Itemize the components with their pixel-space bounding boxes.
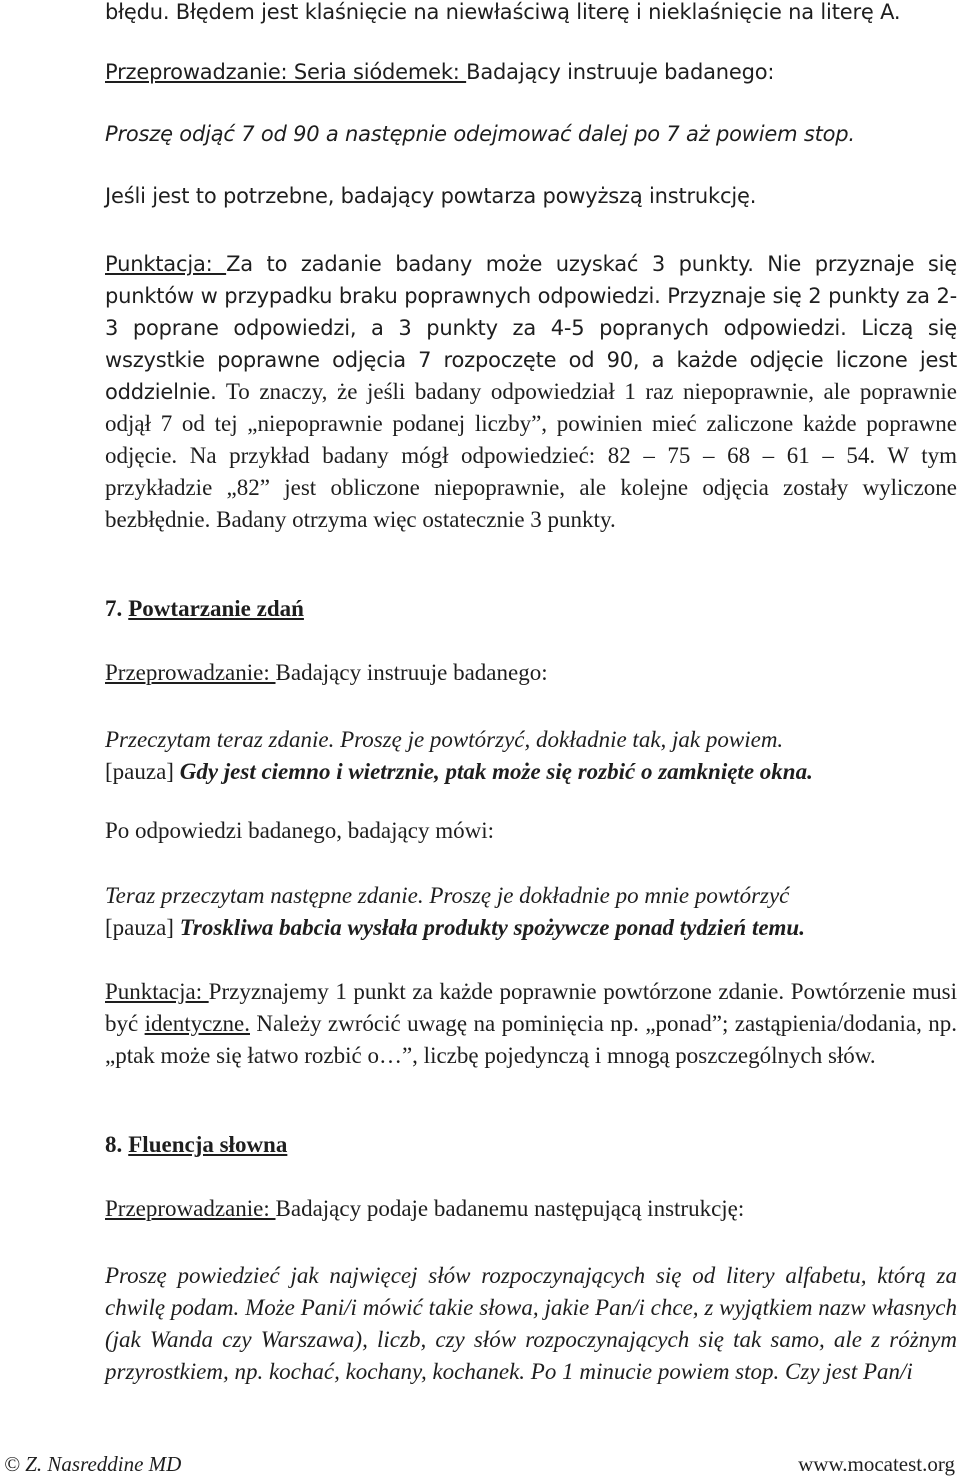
after-response (105, 818, 957, 844)
copyright: © Z. Nasreddine MD (4, 1452, 182, 1476)
sentence-2: Troskliwa babcia wysłała produkty spożywcze ponad tydzień temu. (179, 915, 805, 940)
procedure-text: Badający podaje badanemu następującą instrukcję: (275, 1196, 745, 1221)
section-8-heading (105, 1132, 957, 1158)
error-text: błędu. Błędem jest klaśnięcie na niewłaściwą literę i nieklaśnięcie na literę A. (105, 0, 901, 24)
scoring-text-1: Przyznajemy 1 punkt za każde poprawnie powtórzone zdanie. Powtórzenie musi być (105, 979, 957, 1036)
procedure-label: Przeprowadzanie: (105, 660, 276, 685)
procedure-label: Przeprowadzanie: Seria siódemek: (105, 60, 467, 84)
after-response-text: Po odpowiedzi badanego, badający mówi: (105, 818, 494, 843)
sentence-1: Gdy jest ciemno i wietrznie, ptak może się rozbić o zamknięte okna. (179, 759, 813, 784)
instruction-1: Przeczytam teraz zdanie. Proszę je powtórzyć, dokładnie tak, jak powiem. (105, 727, 784, 752)
section-title: Fluencja słowna (128, 1132, 288, 1157)
section-number: 8. (105, 1132, 123, 1157)
serial7-procedure (105, 60, 957, 84)
serial7-scoring (105, 248, 957, 536)
instruction-2: Teraz przeczytam następne zdanie. Proszę je dokładnie po mnie powtórzyć (105, 883, 790, 908)
scoring-label: Punktacja: (105, 979, 209, 1004)
section-title: Powtarzanie zdań (128, 596, 304, 621)
scoring-label: Punktacja: (105, 252, 227, 276)
paragraph-error (105, 0, 957, 24)
section-number: 7. (105, 596, 123, 621)
section-7-heading (105, 596, 957, 622)
website-url: www.mocatest.org (798, 1452, 955, 1476)
repetition-scoring (105, 976, 957, 1072)
fluency-instruction (105, 1260, 957, 1388)
serial7-instruction (105, 122, 957, 146)
procedure-label: Przeprowadzanie: (105, 1196, 276, 1221)
serial7-repeat-text: Jeśli jest to potrzebne, badający powtarza powyższą instrukcję. (105, 184, 757, 208)
repetition-sentence-2 (105, 880, 957, 944)
scoring-text-2: Należy zwrócić uwagę na pominięcia np. „ponad”; zastąpienia/dodania, np. „ptak może się łatwo rozbić o…”, liczbę pojedynczą i mnogą poszczególnych słów. (105, 1011, 957, 1068)
pause-1: [pauza] (105, 759, 180, 784)
identical-word: identyczne. (144, 1011, 250, 1036)
serial7-repeat (105, 184, 957, 208)
scoring-text-sans: Za to zadanie badany może uzyskać 3 punkty. Nie przyznaje się punktów w przypadku braku poprawnych odpowiedzi. Przyznaje się 2 punkty za 2-3 poprane odpowiedzi, a 3 punkty za 4-5 popranych odpowiedzi. Liczą się wszystkie poprawne odjęcia 7 rozpoczęte od 90, a każde odjęcie liczone jest oddzielnie. (105, 252, 957, 404)
repetition-sentence-1 (105, 724, 957, 788)
serial7-instruction-text: Proszę odjąć 7 od 90 a następnie odejmować dalej po 7 aż powiem stop. (105, 122, 855, 146)
procedure-text: Badający instruuje badanego: (466, 60, 775, 84)
procedure-text: Badający instruuje badanego: (275, 660, 548, 685)
fluency-procedure (105, 1196, 957, 1222)
pause-2: [pauza] (105, 915, 180, 940)
repetition-procedure (105, 660, 957, 686)
fluency-instruction-text: Proszę powiedzieć jak najwięcej słów rozpoczynających się od litery alfabetu, którą za chwilę podam. Może Pani/i mówić takie słowa, jakie Pan/i chce, z wyjątkiem nazw własnych (jak Wanda czy Warszawa), liczb, czy słów rozpoczynających się tak samo, ale z różnym przyrostkiem, np. kochać, kochany, kochanek. Po 1 minucie powiem stop. Czy jest Pan/i (105, 1263, 957, 1384)
scoring-text-serif: To znaczy, że jeśli badany odpowiedział 1 raz niepoprawnie, ale poprawnie odjął 7 od tej „niepoprawnie podanej liczby”, powinien mieć zaliczone każde poprawne odjęcie. Na przykład badany mógł odpowiedzieć: 82 – 75 – 68 – 61 – 54. W tym przykładzie „82” jest obliczone niepoprawnie, ale kolejne odjęcia zostały wyliczone bezbłędnie. Badany otrzyma więc ostatecznie 3 punkty. (105, 379, 957, 532)
